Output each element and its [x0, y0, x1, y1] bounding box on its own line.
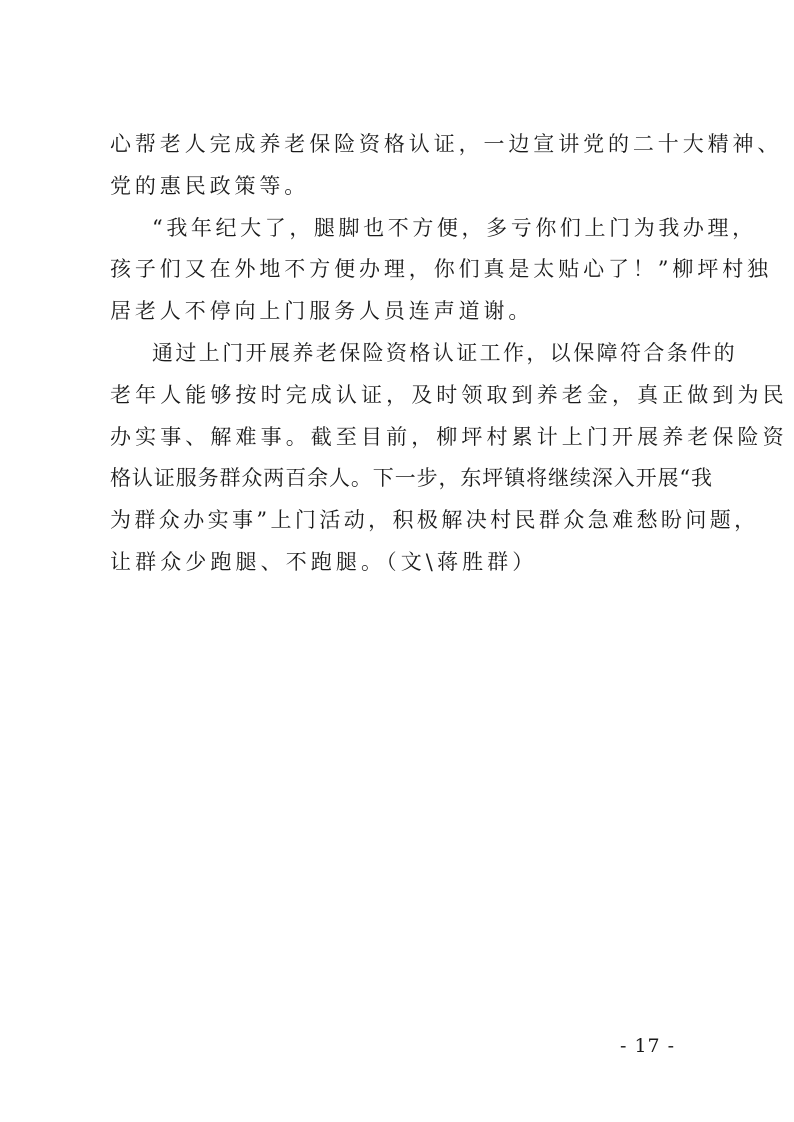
- page-number: - 17 -: [620, 1035, 676, 1057]
- text-line: 居老人不停向上门服务人员连声道谢。: [110, 299, 534, 324]
- text-line: 党的惠民政策等。: [110, 173, 310, 198]
- text-line: 通过上门开展养老保险资格认证工作，以保障符合条件的: [152, 340, 737, 365]
- text-line: 办实事、解难事。截至目前，柳坪村累计上门开展养老保险资: [110, 424, 788, 449]
- text-line: 孩子们又在外地不方便办理，你们真是太贴心了！”柳坪村独: [110, 257, 773, 282]
- text-line: 格认证服务群众两百余人。下一步，东坪镇将继续深入开展“我: [110, 466, 713, 491]
- text-line: 老年人能够按时完成认证，及时领取到养老金，真正做到为民: [110, 382, 788, 407]
- article-body: [110, 124, 788, 584]
- text-line: 为群众办实事”上门活动，积极解决村民群众急难愁盼问题，: [110, 508, 759, 533]
- text-line: “我年纪大了，腿脚也不方便，多亏你们上门为我办理，: [152, 215, 757, 240]
- text-line: 心帮老人完成养老保险资格认证，一边宣讲党的二十大精神、: [110, 132, 783, 156]
- text-line: 让群众少跑腿、不跑腿。（文\蒋胜群）: [110, 549, 538, 574]
